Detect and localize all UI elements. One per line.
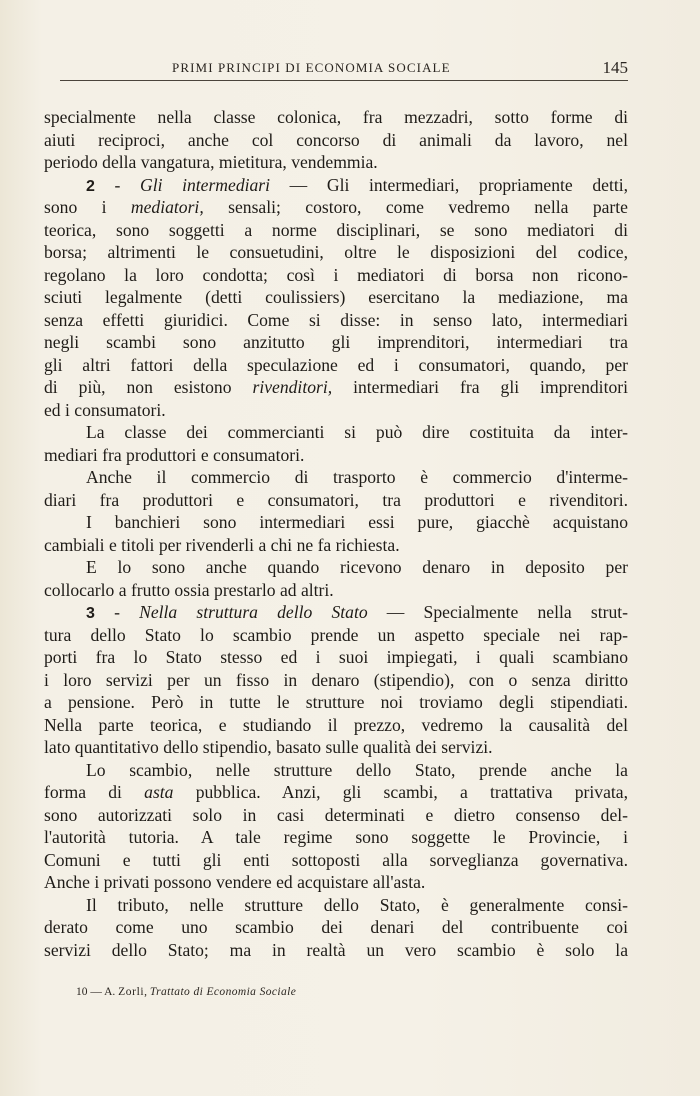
author-name: Zorli xyxy=(118,986,145,998)
text-line: senza effetti giuridici. Come si disse: in senso lato, intermediari xyxy=(44,309,628,330)
section-number: 2 xyxy=(86,177,95,195)
text-line: sciuti legalmente (detti coulissiers) esercitano la mediazione, ma xyxy=(44,287,628,307)
signature-line: 10 — A. Zorli, Trattato di Economia Sociale xyxy=(76,986,297,998)
text-line: sono i mediatori, sensali; costoro, come vedremo nella parte xyxy=(44,197,628,217)
text-line: specialmente nella classe colonica, fra mezzadri, sotto forme di xyxy=(44,107,628,127)
running-header xyxy=(60,58,630,82)
text-line: negli scambi sono anzitutto gli imprenditori, intermediari tra xyxy=(44,332,628,352)
text-line: Il tributo, nelle strutture dello Stato, è generalmente consi- xyxy=(86,894,628,915)
text-line: Lo scambio, nelle strutture dello Stato, prende anche la xyxy=(86,759,628,780)
text-line: Nella parte teorica, e studiando il prezzo, vedremo la causalità del xyxy=(44,714,628,735)
section-title: Nella struttura dello Stato xyxy=(139,602,368,622)
text-line: a pensione. Però in tutte le strutture noi troviamo degli stipendiati. xyxy=(44,692,628,712)
section-2-heading-line: 2 - Gli intermediari — Gli intermediari, propriamente detti, xyxy=(86,174,628,195)
page-body xyxy=(44,106,628,961)
text-line: sono autorizzati solo in casi determinati e dietro consenso del- xyxy=(44,804,628,825)
text-line: di più, non esistono rivenditori, intermediari fra gli imprenditori xyxy=(44,377,628,397)
running-title: PRIMI PRINCIPI DI ECONOMIA SOCIALE xyxy=(172,60,451,75)
text-line: gli altri fattori della speculazione ed i consumatori, quando, per xyxy=(44,354,628,375)
section-title: Gli intermediari xyxy=(139,174,271,195)
header-rule xyxy=(60,80,628,81)
italic-term: rivenditori, xyxy=(252,377,333,397)
page-number: 145 xyxy=(602,58,628,77)
text-line: Anche i privati possono vendere ed acquistare all'asta. xyxy=(44,872,426,892)
text-line: porti fra lo Stato stesso ed i suoi impiegati, i quali scambiano xyxy=(44,647,628,667)
italic-term: mediatori, xyxy=(130,197,204,217)
text-line: diari fra produttori e consumatori, tra produttori e rivenditori. xyxy=(44,489,628,510)
text-line: l'autorità tutoria. A tale regime sono soggette le Provincie, i xyxy=(44,827,628,847)
text-line: tura dello Stato lo scambio prende un aspetto speciale nei rap- xyxy=(44,624,628,645)
text-line: cambiali e titoli per rivenderli a chi ne fa richiesta. xyxy=(44,534,400,555)
section-number: 3 xyxy=(86,605,95,622)
italic-term: asta xyxy=(144,782,174,802)
text-line: ed i consumatori. xyxy=(44,399,166,420)
text-line: E lo sono anche quando ricevono denaro in deposito per xyxy=(86,557,628,577)
text-line: borsa; altrimenti le consuetudini, oltre le disposizioni del codice, xyxy=(44,242,628,262)
text-line: derato come uno scambio dei denari del contribuente coi xyxy=(44,917,628,937)
text-line: teorica, sono soggetti a norme disciplinari, se sono mediatori di xyxy=(44,219,628,240)
text-line: lato quantitativo dello stipendio, basato sulle qualità dei servizi. xyxy=(44,737,493,757)
section-3-heading-line: 3 - Nella struttura dello Stato — Specialmente nella strut- xyxy=(86,602,628,622)
text-line: forma di asta pubblica. Anzi, gli scambi, a trattativa privata, xyxy=(44,782,628,802)
text-line: Comuni e tutti gli enti sottoposti alla sorveglianza governativa. xyxy=(44,849,628,870)
text-line: i loro servizi per un fisso in denaro (stipendio), con o senza diritto xyxy=(44,669,628,690)
text-line: regolano la loro condotta; così i mediatori di borsa non ricono- xyxy=(44,264,628,285)
text-line: servizi dello Stato; ma in realtà un vero scambio è solo la xyxy=(44,939,628,960)
text-line: mediari fra produttori e consumatori. xyxy=(44,444,305,465)
text-line: collocarlo a frutto ossia prestarlo ad altri. xyxy=(44,579,334,600)
text-line: I banchieri sono intermediari essi pure, giacchè acquistano xyxy=(86,512,628,532)
text-line: La classe dei commercianti si può dire costituita da inter- xyxy=(86,422,628,442)
text-line: aiuti reciproci, anche col concorso di animali da lavoro, nel xyxy=(44,129,628,150)
text-line: Anche il commercio di trasporto è commercio d'interme- xyxy=(86,467,628,487)
book-title: Trattato di Economia Sociale xyxy=(149,986,297,998)
text-line: periodo della vangatura, mietitura, vendemmia. xyxy=(44,152,378,172)
